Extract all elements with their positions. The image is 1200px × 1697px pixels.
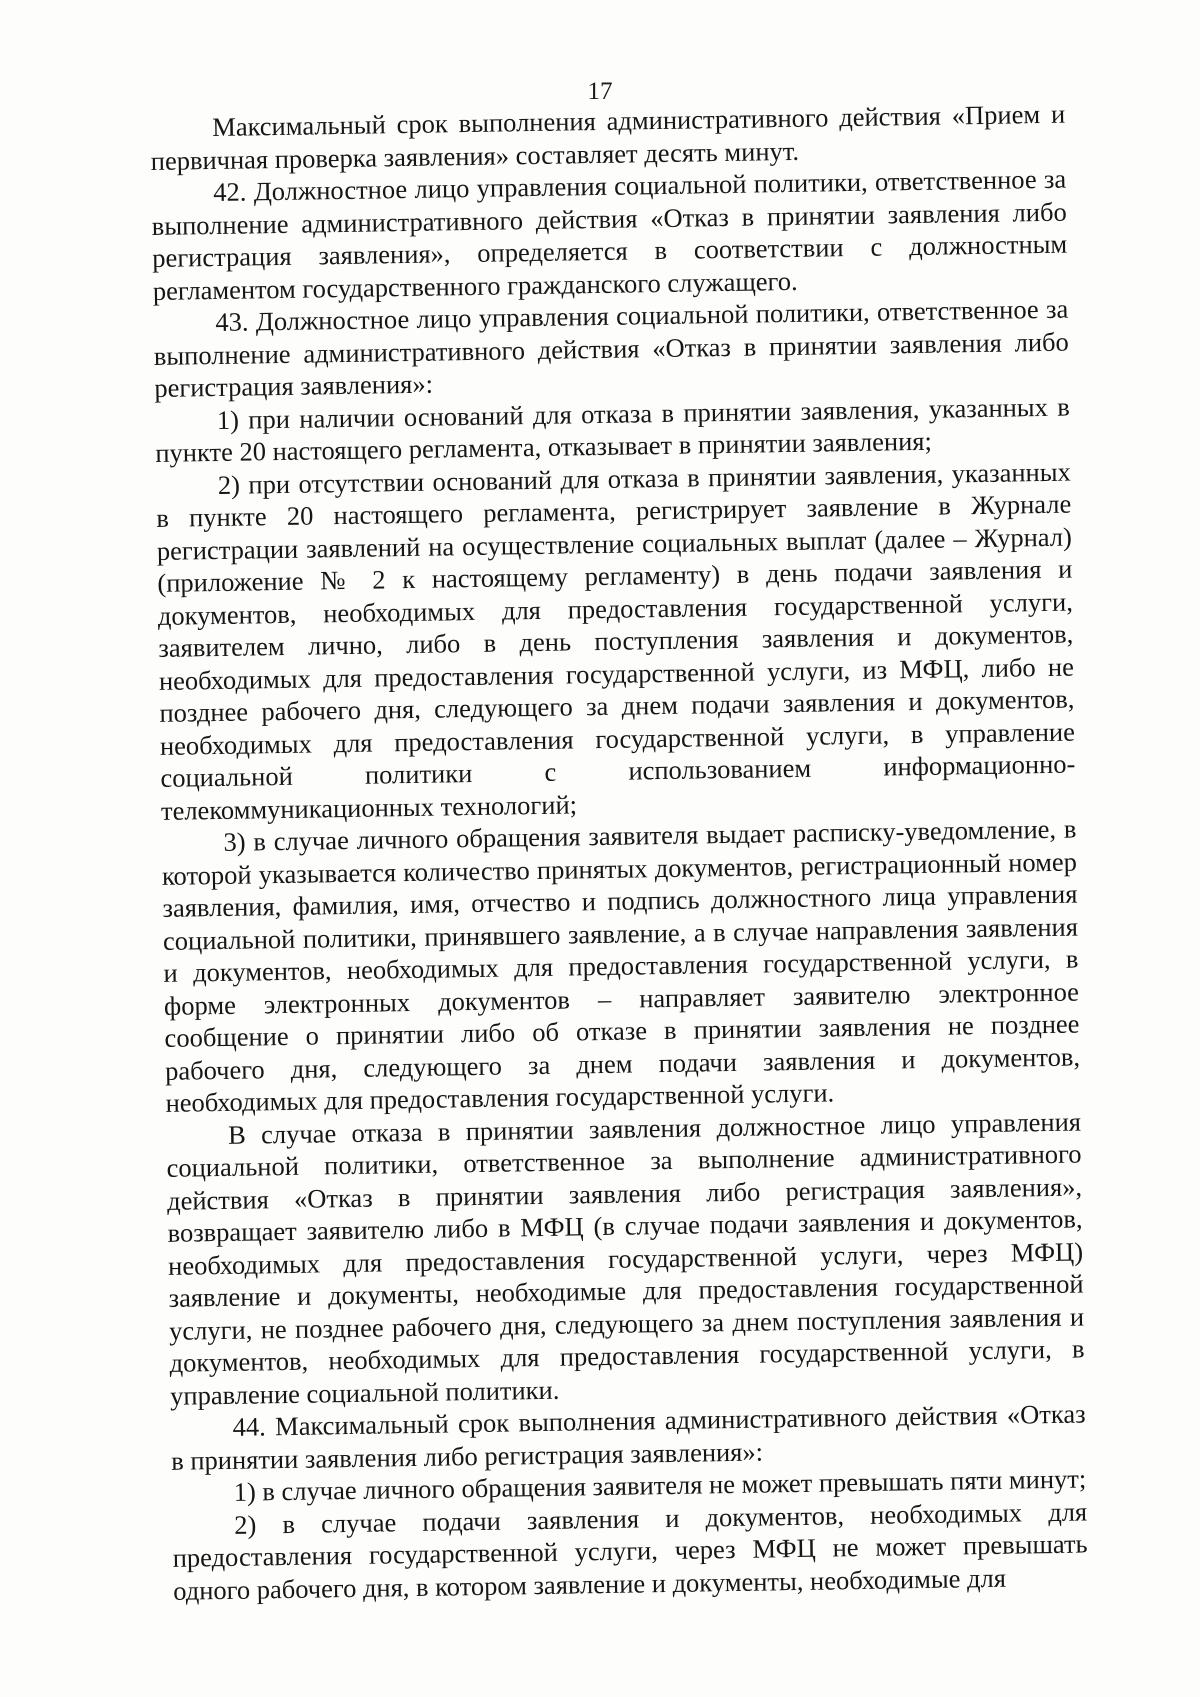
paragraph-43: 43. Должностное лицо управления социальной политики, ответственное за выполнение административного действия «Отказ в принятии заявления либо регистрация заявления»:	[153, 293, 1069, 403]
paragraph-43-item-1: 1) при наличии оснований для отказа в принятии заявления, указанных в пункте 20 настоящего регламента, отказывает в принятии заявления;	[155, 391, 1070, 468]
paragraph-43-item-2: 2) при отсутствии оснований для отказа в принятии заявления, указанных в пункте 20 настоящего регламента, регистрирует заявление в Журнале регистрации заявлений на осуществление социальных выплат (далее – Журнал) (приложение № 2 к настоящему регламенту) в день подачи заявления и документов, необходимых для предоставления государственной услуги, заявителем лично, либо в день поступления заявления и документов, необходимых для предоставления государственной услуги, из МФЦ, либо не позднее рабочего дня, следующего за днем подачи заявления и документов, необходимых для предоставления государственной услуги, в управление социальной политики с использованием информационно-телекоммуникационных технологий;	[156, 456, 1076, 826]
paragraph-refusal-case: В случае отказа в принятии заявления должностное лицо управления социальной политики, ответственное за выполнение административного действия «Отказ в принятии заявления либо регистрация заявления», возвращает заявителю либо в МФЦ (в случае подачи заявления и документов, необходимых для предоставления государственной услуги, через МФЦ) заявление и документы, необходимые для предоставления государственной услуги, не позднее рабочего дня, следующего за днем поступления заявления и документов, необходимых для предоставления государственной услуги, в управление социальной политики.	[166, 1106, 1085, 1411]
paragraph-44-item-2: 2) в случае подачи заявления и документов, необходимых для предоставления государственной услуги, через МФЦ не может превышать одного рабочего дня, в котором заявление и документы, необходимые для	[172, 1495, 1088, 1606]
document-body	[150, 98, 1088, 1607]
paragraph-42: 42. Должностное лицо управления социальной политики, ответственное за выполнение административного действия «Отказ в принятии заявления либо регистрация заявления», определяется в соответствии с должностным регламентом государственного гражданского служащего.	[151, 163, 1068, 306]
paragraph-44: 44. Максимальный срок выполнения административного действия «Отказ в принятии заявления либо регистрация заявления»:	[170, 1398, 1086, 1476]
paragraph-43-item-3: 3) в случае личного обращения заявителя выдает расписку-уведомление, в которой указывается количество принятых документов, регистрационный номер заявления, фамилия, имя, отчество и подпись должностного лица управления социальной политики, принявшего заявление, а в случае направления заявления и документов, необходимых для предоставления государственной услуги, в форме электронных документов – направляет заявителю электронное сообщение о принятии либо об отказе в принятии заявления не позднее рабочего дня, следующего за днем подачи заявления и документов, необходимых для предоставления государственной услуги.	[161, 813, 1081, 1118]
page-number: 17	[587, 78, 613, 105]
paragraph-max-term-reception: Максимальный срок выполнения административного действия «Прием и первичная проверка заявления» составляет десять минут.	[150, 98, 1066, 176]
paragraph-44-item-1: 1) в случае личного обращения заявителя не может превышать пяти минут;	[233, 1463, 1087, 1507]
